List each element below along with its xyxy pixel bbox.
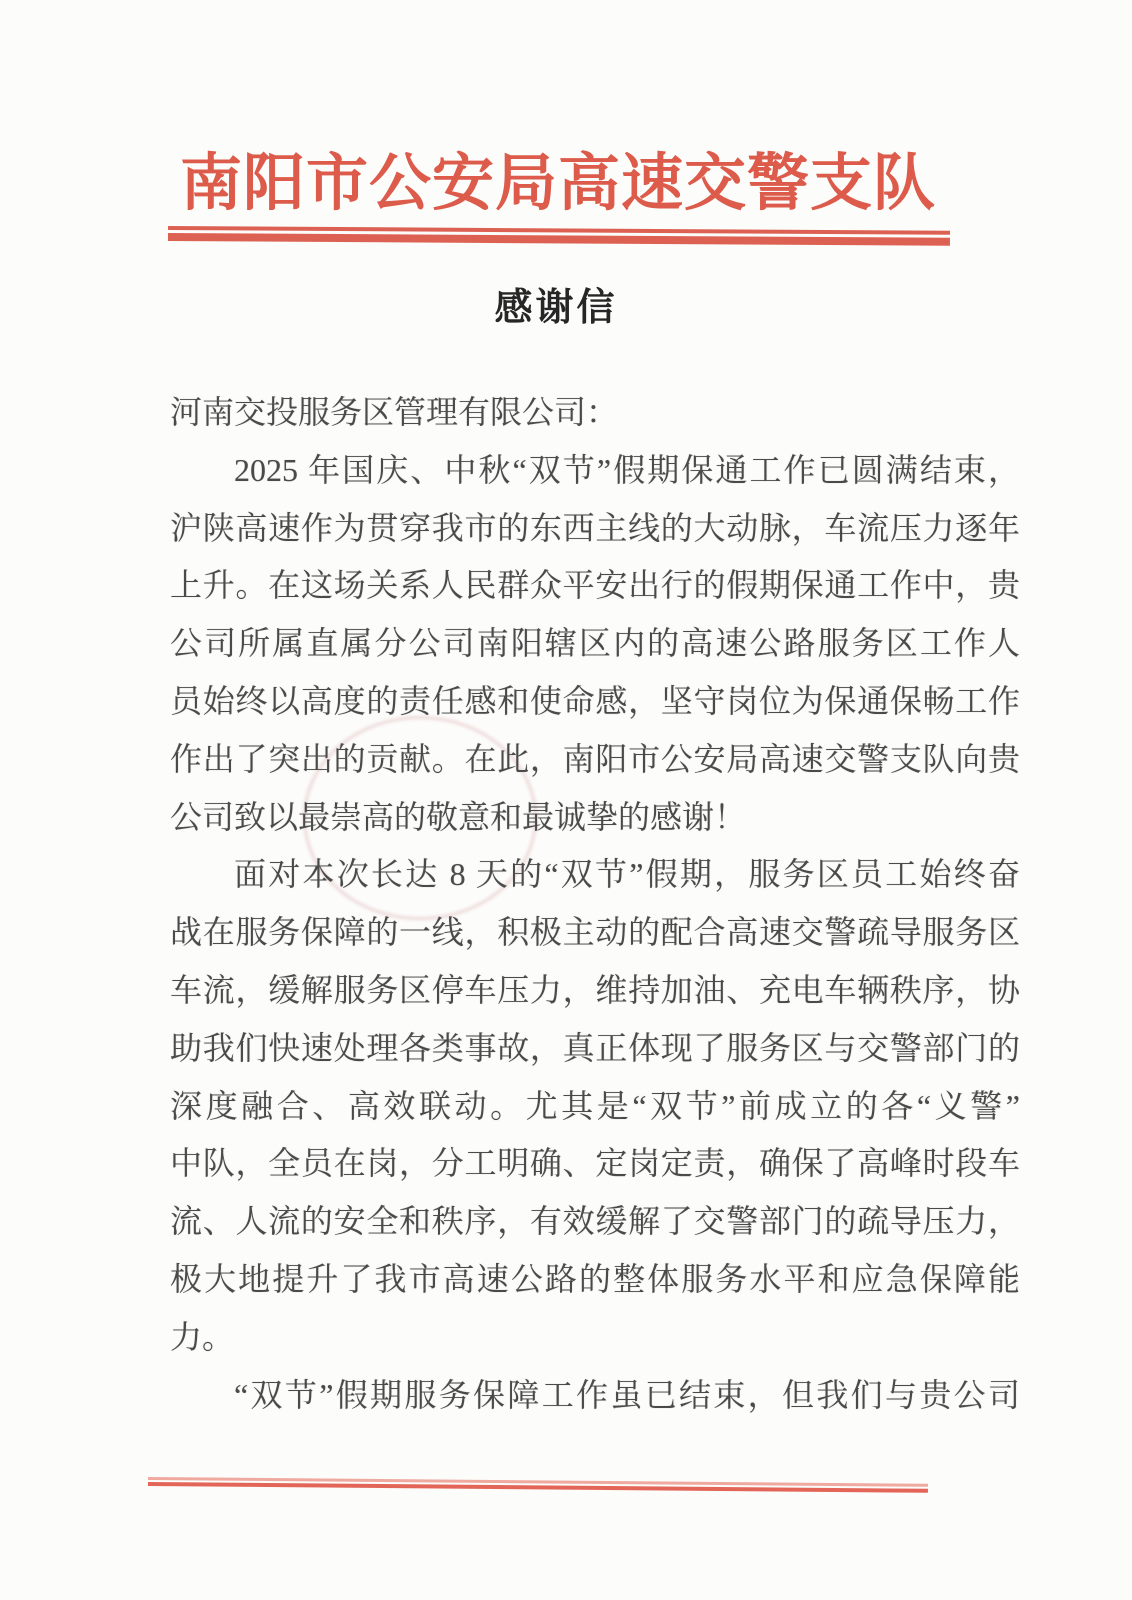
body-line: 助我们快速处理各类事故，真正体现了服务区与交警部门的 [170, 1029, 1020, 1066]
body-line: 员始终以高度的责任感和使命感，坚守岗位为保通保畅工作 [170, 682, 1020, 719]
body-line: 战在服务保障的一线，积极主动的配合高速交警疏导服务区 [170, 914, 1020, 951]
body-line: 公司所属直属分公司南阳辖区内的高速公路服务区工作人 [170, 625, 1020, 662]
body-line: 作出了突出的贡献。在此，南阳市公安局高速交警支队向贵 [170, 740, 1020, 777]
doc-title: 感谢信 [494, 287, 618, 329]
body-line: 上升。在这场关系人民群众平安出行的假期保通工作中，贵 [170, 567, 1020, 604]
body-line: 中队，全员在岗，分工明确、定岗定责，确保了高峰时段车 [170, 1145, 1020, 1182]
body-line: 极大地提升了我市高速公路的整体服务水平和应急保障能 [170, 1260, 1020, 1297]
letterhead-title: 南阳市公安局高速交警支队 [179, 150, 936, 218]
body-line: 河南交投服务区管理有限公司： [170, 394, 619, 430]
letterhead-double-rule [168, 226, 950, 246]
body-line: 2025 年国庆、中秋“双节”假期保通工作已圆满结束， [234, 451, 1020, 488]
body-line: 沪陕高速作为贯穿我市的东西主线的大动脉，车流压力逐年 [170, 509, 1020, 546]
body-line: 流、人流的安全和秩序，有效缓解了交警部门的疏导压力， [170, 1203, 1020, 1240]
body-line: 面对本次长达 8 天的“双节”假期，服务区员工始终奋 [234, 856, 1020, 893]
letter-body [170, 384, 1020, 1424]
body-line: 公司致以最崇高的敬意和最诚挚的感谢！ [170, 798, 747, 835]
body-line: “双节”假期服务保障工作虽已结束，但我们与贵公司 [234, 1376, 1020, 1413]
letterhead-rule-thick [168, 233, 950, 246]
body-line: 力。 [170, 1318, 235, 1355]
body-line: 深度融合、高效联动。尤其是“双节”前成立的各“义警” [170, 1087, 1020, 1124]
footer-rule [148, 1477, 928, 1493]
body-line: 车流，缓解服务区停车压力，维持加油、充电车辆秩序，协 [170, 971, 1020, 1008]
